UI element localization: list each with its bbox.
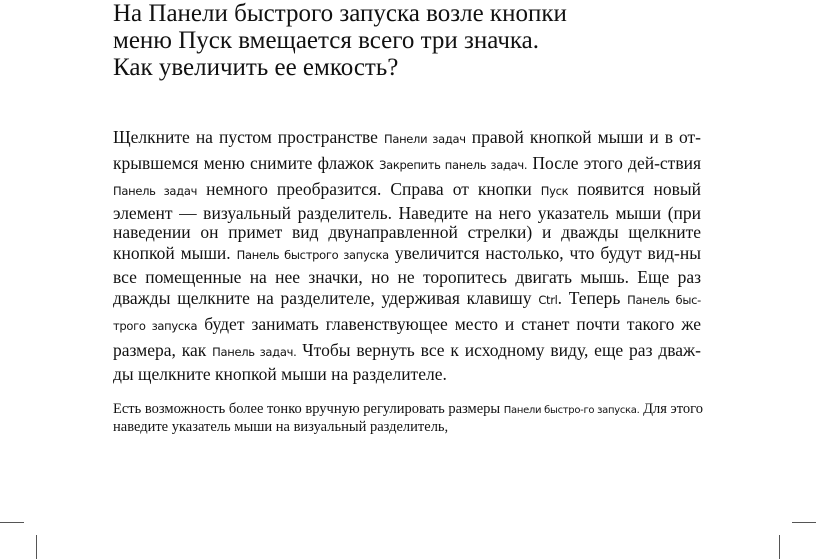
title-line-2: меню Пуск вмещается всего три значка. bbox=[113, 27, 540, 54]
crop-mark bbox=[779, 535, 780, 559]
ui-term: Закрепить панель задач. bbox=[379, 158, 528, 172]
body-text: Чтобы вернуть все к исходному виду, еще раз дваж-ды щелкните кнопкой мыши на разделителе. bbox=[113, 340, 701, 384]
crop-mark bbox=[36, 535, 37, 559]
ui-term: Ctrl bbox=[538, 293, 558, 307]
main-paragraph bbox=[113, 126, 701, 384]
note-text: Есть возможность более тонко вручную регулировать размеры bbox=[113, 401, 504, 417]
body-text: появится новый элемент — визуальный разделитель. Наведите на него указатель мыши (при наведении он примет вид двунаправленной стрелки) и дважды щелкните кнопкой мыши. bbox=[113, 179, 701, 263]
body-text: будет занимать главенствующее место и станет почти такого же размера, как bbox=[113, 314, 701, 360]
body-text: увеличится настолько, что будут вид-ны все помещенные на нее значки, но не торопитесь двигать мышь. Еще раз дважды щелкните на разделителе, удерживая клавишу bbox=[113, 243, 702, 308]
note-paragraph bbox=[113, 401, 703, 435]
ui-term: Панель быс-трого запуска bbox=[113, 293, 701, 333]
body-text: Щелкните на пустом пространстве bbox=[113, 127, 384, 147]
ui-term: Панели быстро-го запуска. bbox=[503, 405, 640, 416]
body-text: После этого дей-ствия bbox=[527, 153, 701, 173]
title-line-1: На Панели быстрого запуска возле кнопки bbox=[113, 0, 567, 27]
ui-term: Панель задач bbox=[113, 184, 198, 198]
title-line-3: Как увеличить ее емкость? bbox=[113, 54, 399, 81]
page-title bbox=[113, 0, 713, 81]
ui-term: Панель задач. bbox=[212, 345, 297, 359]
ui-term: Панели задач bbox=[383, 132, 466, 146]
body-text: правой кнопкой мыши и в от-крывшемся меню снимите флажок bbox=[113, 127, 702, 173]
crop-mark bbox=[792, 522, 816, 523]
body-text: немного преобразится. Справа от кнопки bbox=[197, 179, 541, 199]
note-text: Для этого наведите указатель мыши на визуальный разделитель, bbox=[113, 401, 703, 435]
crop-mark bbox=[0, 522, 24, 523]
ui-term: Пуск bbox=[540, 184, 569, 198]
ui-term: Панель быстрого запуска bbox=[236, 248, 389, 262]
body-text: . Теперь bbox=[557, 288, 628, 308]
